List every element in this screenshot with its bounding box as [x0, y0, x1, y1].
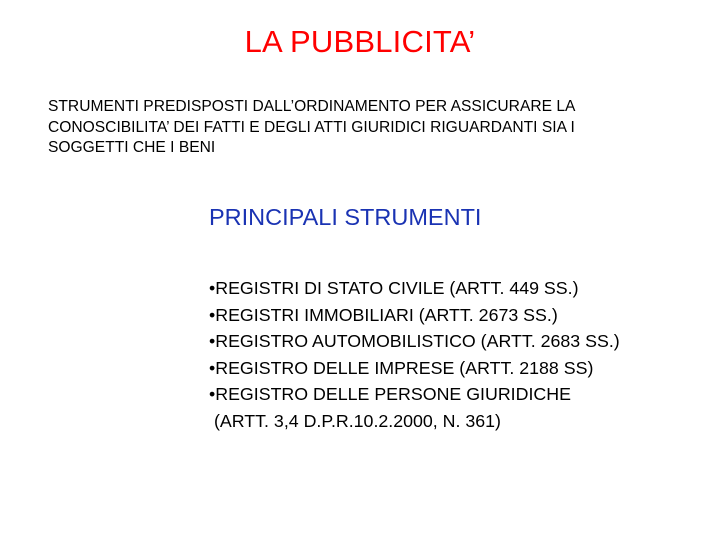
bullet-icon: •: [209, 278, 216, 298]
section-subtitle: PRINCIPALI STRUMENTI: [209, 204, 482, 230]
intro-line: STRUMENTI PREDISPOSTI DALL’ORDINAMENTO PER ASSICURARE LA: [48, 98, 576, 115]
bullet-icon: •: [209, 331, 216, 351]
bullet-icon: •: [209, 304, 216, 325]
list-item-text: REGISTRO DELLE IMPRESE (ARTT. 2188 SS): [215, 357, 594, 378]
list-item-continuation: (ARTT. 3,4 D.P.R.10.2.2000, N. 361): [214, 410, 501, 431]
list-item-text: REGISTRI IMMOBILIARI (ARTT. 2673 SS.): [215, 304, 558, 325]
list-item-text: REGISTRI DI STATO CIVILE (ARTT. 449 SS.): [215, 278, 579, 298]
intro-line: CONOSCIBILITA’ DEI FATTI E DEGLI ATTI GIURIDICI RIGUARDANTI SIA I: [48, 118, 575, 136]
list-item: [209, 381, 620, 408]
bullet-icon: •: [209, 384, 216, 404]
list-item: [209, 302, 620, 329]
list-item: [209, 355, 620, 382]
intro-line: SOGGETTI CHE I BENI: [48, 139, 216, 156]
list-item-text: REGISTRO AUTOMOBILISTICO (ARTT. 2683 SS.): [215, 331, 620, 351]
bullet-icon: •: [209, 357, 216, 378]
slide-title: LA PUBBLICITA’: [244, 24, 476, 59]
list-item: [209, 275, 620, 302]
list-item: [209, 328, 620, 355]
intro-paragraph: [48, 97, 708, 159]
list-item-text: REGISTRO DELLE PERSONE GIURIDICHE: [215, 384, 571, 404]
instruments-list: [209, 275, 620, 434]
